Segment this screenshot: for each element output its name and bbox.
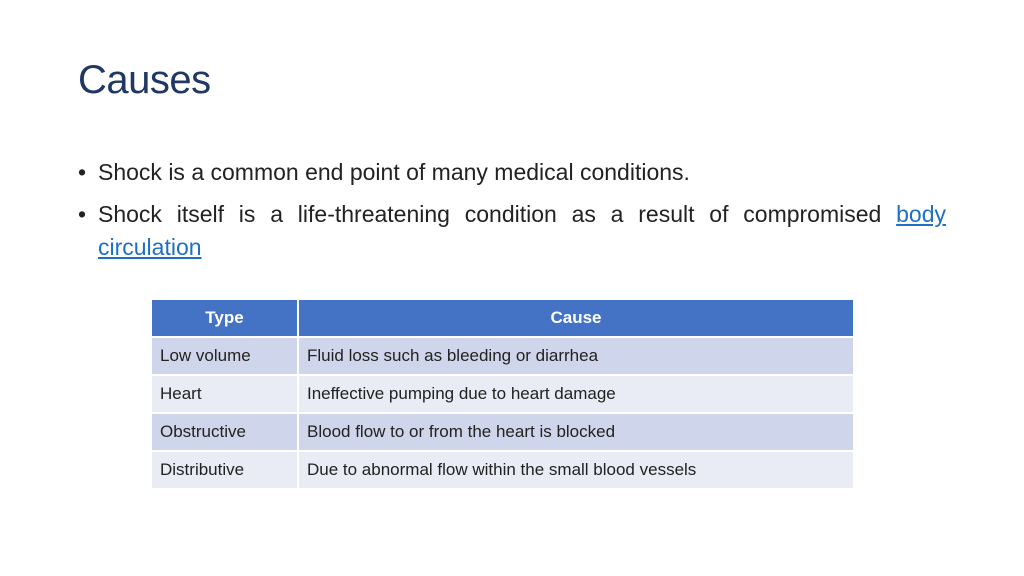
cell-cause: Ineffective pumping due to heart damage (298, 375, 853, 413)
bullet-icon: • (78, 159, 87, 185)
causes-table (152, 300, 853, 488)
table-row (152, 337, 853, 375)
bullet-item (78, 156, 946, 189)
cell-type: Distributive (152, 451, 298, 488)
table-row (152, 451, 853, 488)
table-header-row (152, 300, 853, 337)
body-circulation-link[interactable]: body circulation (98, 201, 946, 260)
cell-type: Obstructive (152, 413, 298, 451)
bullet-item (78, 198, 946, 264)
header-cause: Cause (298, 300, 853, 337)
cell-type: Heart (152, 375, 298, 413)
table-row (152, 413, 853, 451)
cell-cause: Due to abnormal flow within the small blood vessels (298, 451, 853, 488)
slide-title: Causes (78, 58, 211, 102)
cell-cause: Fluid loss such as bleeding or diarrhea (298, 337, 853, 375)
cell-type: Low volume (152, 337, 298, 375)
table-row (152, 375, 853, 413)
cell-cause: Blood flow to or from the heart is blocked (298, 413, 853, 451)
bullet-icon: • (78, 201, 87, 227)
bullet-list (78, 156, 946, 273)
bullet-text: Shock is a common end point of many medical conditions. (98, 159, 690, 185)
bullet-text: Shock itself is a life-threatening condition as a result of compromised (98, 201, 897, 227)
header-type: Type (152, 300, 298, 337)
